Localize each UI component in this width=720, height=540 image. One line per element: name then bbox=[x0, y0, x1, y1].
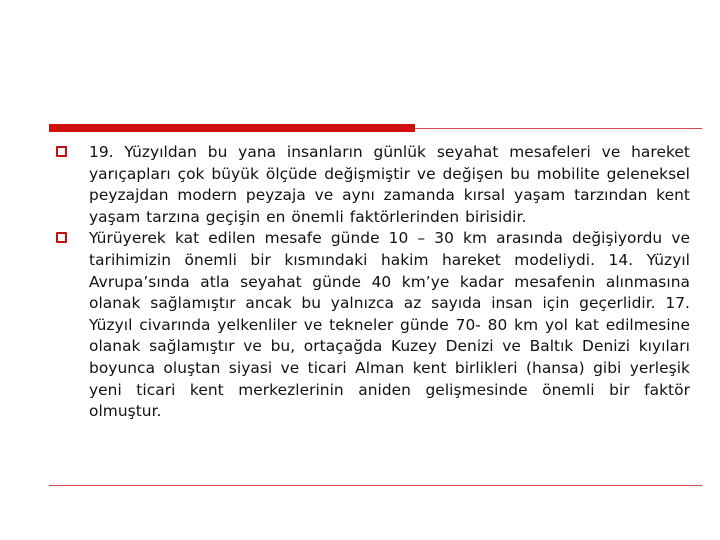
hollow-square-bullet-icon bbox=[56, 146, 67, 157]
bullet-item bbox=[56, 228, 690, 422]
hollow-square-bullet-icon bbox=[56, 232, 67, 243]
bullet-item bbox=[56, 142, 690, 228]
bullet-text: Yürüyerek kat edilen mesafe günde 10 – 30 km arasında değişiyordu ve tarihimizin önemli bir kısmındaki hakim hareket modeliydi. 14. Yüzyıl Avrupa’sında atla seyahat günde 40 km’ye kadar mesafenin alınmasına olanak sağlamıştır ancak bu yalnızca az sayıda insan için geçerlidir. 17. Yüzyıl civarında yelkenliler ve tekneler günde 70- 80 km yol kat edilmesine olanak sağlamıştır ve bu, ortaçağda Kuzey Denizi ve Baltık Denizi kıyıları boyunca oluştan siyasi ve ticari Alman kent birlikleri (hansa) gibi yerleşik yeni ticari kent merkezlerinin aniden gelişmesinde önemli bir faktör olmuştur. bbox=[89, 229, 690, 421]
footer-rule bbox=[49, 485, 702, 486]
slide-body bbox=[56, 142, 690, 423]
header-rule-accent bbox=[49, 124, 415, 132]
bullet-text: 19. Yüzyıldan bu yana insanların günlük seyahat mesafeleri ve hareket yarıçapları çok büyük ölçüde değişmiştir ve değişen bu mobilite geleneksel peyzajdan modern peyzaja ve aynı zamanda kırsal yaşam tarzından kent yaşam tarzına geçişin en önemli faktörlerinden birisidir. bbox=[89, 143, 690, 226]
